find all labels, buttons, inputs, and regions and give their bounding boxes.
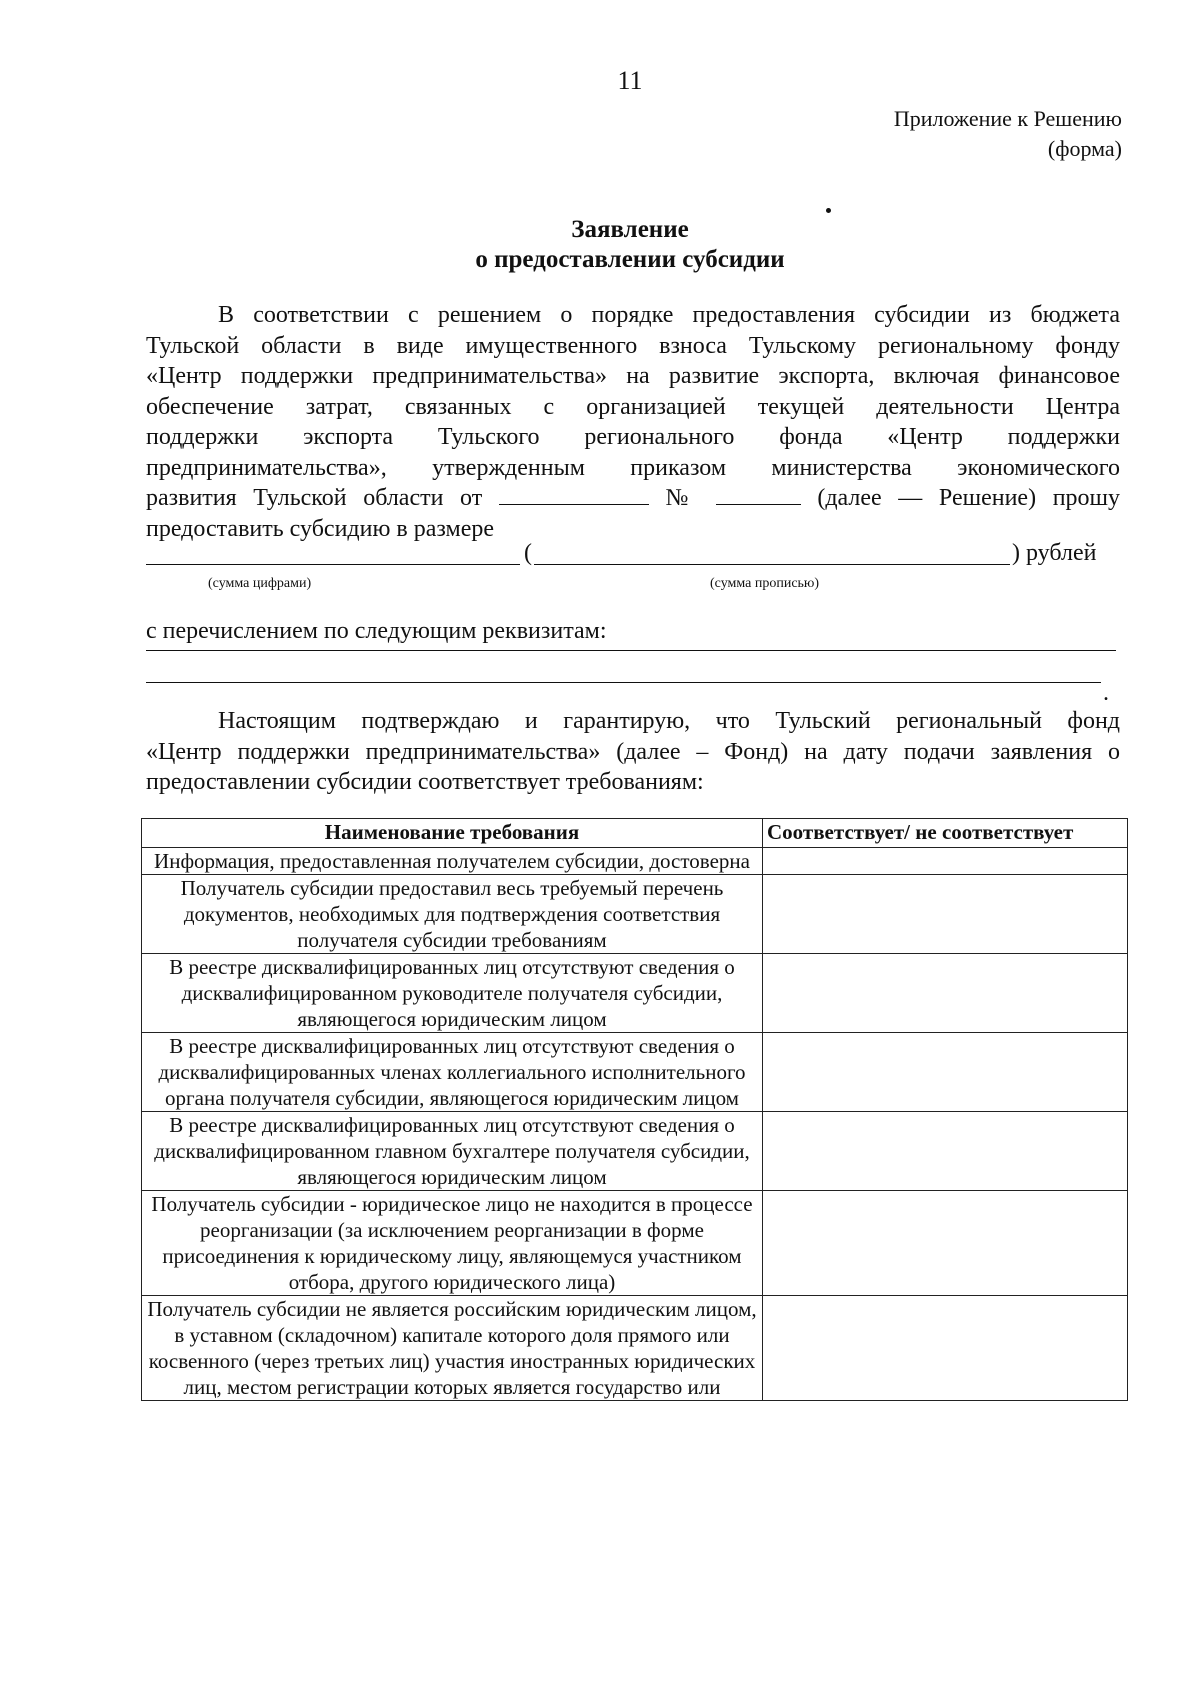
compliance-cell[interactable] xyxy=(763,1112,1128,1191)
intro-line: Тульской области в виде имущественного взноса Тульскому региональному фонду xyxy=(146,332,1120,359)
requirements-table xyxy=(141,818,1128,1401)
sum-row xyxy=(146,540,1120,572)
table-header-row xyxy=(142,819,1128,848)
confirm-line: «Центр поддержки предпринимательства» (далее – Фонд) на дату подачи заявления о xyxy=(146,738,1120,765)
requirement-name: Информация, предоставленная получателем субсидии, достоверна xyxy=(142,848,763,875)
compliance-cell[interactable] xyxy=(763,1296,1128,1401)
requirement-name: Получатель субсидии - юридическое лицо не находится в процессе реорганизации (за исключением реорганизации в форме присоединения к юридическому лицу, являющемуся участником отбора, другого юридического лица) xyxy=(142,1191,763,1296)
requirement-name: В реестре дисквалифицированных лиц отсутствуют сведения о дисквалифицированном главном бухгалтере получателя субсидии, являющегося юридическим лицом xyxy=(142,1112,763,1191)
title-line-1: Заявление xyxy=(571,216,689,243)
table-row xyxy=(142,954,1128,1033)
intro-line: обеспечение затрат, связанных с организацией текущей деятельности Центра xyxy=(146,393,1120,420)
compliance-cell[interactable] xyxy=(763,954,1128,1033)
compliance-cell[interactable] xyxy=(763,1191,1128,1296)
date-suffix: (далее — Решение) прошу xyxy=(817,485,1121,511)
date-blank-field[interactable] xyxy=(499,484,649,505)
appendix-title: Приложение к Решению xyxy=(893,106,1122,131)
intro-paragraph xyxy=(146,300,1120,544)
intro-line: предпринимательства», утвержденным приказом министерства экономического xyxy=(146,454,1120,481)
appendix-form-label: (форма) xyxy=(1047,136,1122,161)
header-compliance-status: Соответствует/ не соответствует xyxy=(763,819,1128,848)
appendix-note xyxy=(894,104,1122,164)
requisites-line-2[interactable] xyxy=(146,682,1101,683)
compliance-cell[interactable] xyxy=(763,875,1128,954)
scan-artifact-dot xyxy=(826,208,831,213)
intro-line: поддержки экспорта Тульского регионального фонда «Центр поддержки xyxy=(146,424,1120,450)
document-title xyxy=(0,215,1200,275)
confirm-line: Настоящим подтверждаю и гарантирую, что Тульский региональный фонд xyxy=(218,708,1120,734)
requirement-name: Получатель субсидии не является российским юридическим лицом, в уставном (складочном) капитале которого доля прямого или косвенного (через третьих лиц) участия иностранных юридических лиц, местом регистрации которых является государство или xyxy=(142,1296,763,1401)
title-line-2: о предоставлении субсидии xyxy=(475,246,785,273)
page-number: 11 xyxy=(617,66,643,95)
caption-sum-digits: (сумма цифрами) xyxy=(208,576,312,591)
requirement-name: В реестре дисквалифицированных лиц отсутствуют сведения о дисквалифицированных членах коллегиального исполнительного органа получателя субсидии, являющегося юридическим лицом xyxy=(142,1033,763,1112)
caption-sum-words: (сумма прописью) xyxy=(710,576,820,591)
compliance-cell[interactable] xyxy=(763,1033,1128,1112)
requisites-line-1[interactable] xyxy=(146,650,1116,651)
confirm-line: предоставлении субсидии соответствует требованиям: xyxy=(146,769,704,795)
intro-line: В соответствии с решением о порядке предоставления субсидии из бюджета xyxy=(218,302,1120,328)
table-row xyxy=(142,1112,1128,1191)
table-row xyxy=(142,848,1128,875)
intro-line-date xyxy=(146,483,1120,514)
order-number-blank-field[interactable] xyxy=(716,484,801,505)
intro-line: предоставить субсидию в размере xyxy=(146,515,495,542)
rubles-label: ) рублей xyxy=(1012,540,1097,566)
requisites-lead: с перечислением по следующим реквизитам: xyxy=(146,618,607,644)
sum-words-field[interactable] xyxy=(534,540,1010,565)
sum-digits-field[interactable] xyxy=(146,540,520,565)
table-row xyxy=(142,1033,1128,1112)
requirement-name: В реестре дисквалифицированных лиц отсутствуют сведения о дисквалифицированном руководителе получателя субсидии, являющегося юридическим лицом xyxy=(142,954,763,1033)
open-paren: ( xyxy=(524,540,532,566)
compliance-cell[interactable] xyxy=(763,848,1128,875)
date-prefix: развития Тульской области от xyxy=(146,485,483,511)
requirement-name: Получатель субсидии предоставил весь требуемый перечень документов, необходимых для подтверждения соответствия получателя субсидии требованиям xyxy=(142,875,763,954)
confirm-paragraph xyxy=(146,706,1120,798)
header-requirement-name: Наименование требования xyxy=(142,819,763,848)
requisites-end-dot: . xyxy=(1103,680,1109,706)
table-row xyxy=(142,1296,1128,1401)
table-row xyxy=(142,1191,1128,1296)
table-row xyxy=(142,875,1128,954)
number-sign: № xyxy=(665,485,700,511)
intro-line: «Центр поддержки предпринимательства» на развитие экспорта, включая финансовое xyxy=(146,363,1120,389)
